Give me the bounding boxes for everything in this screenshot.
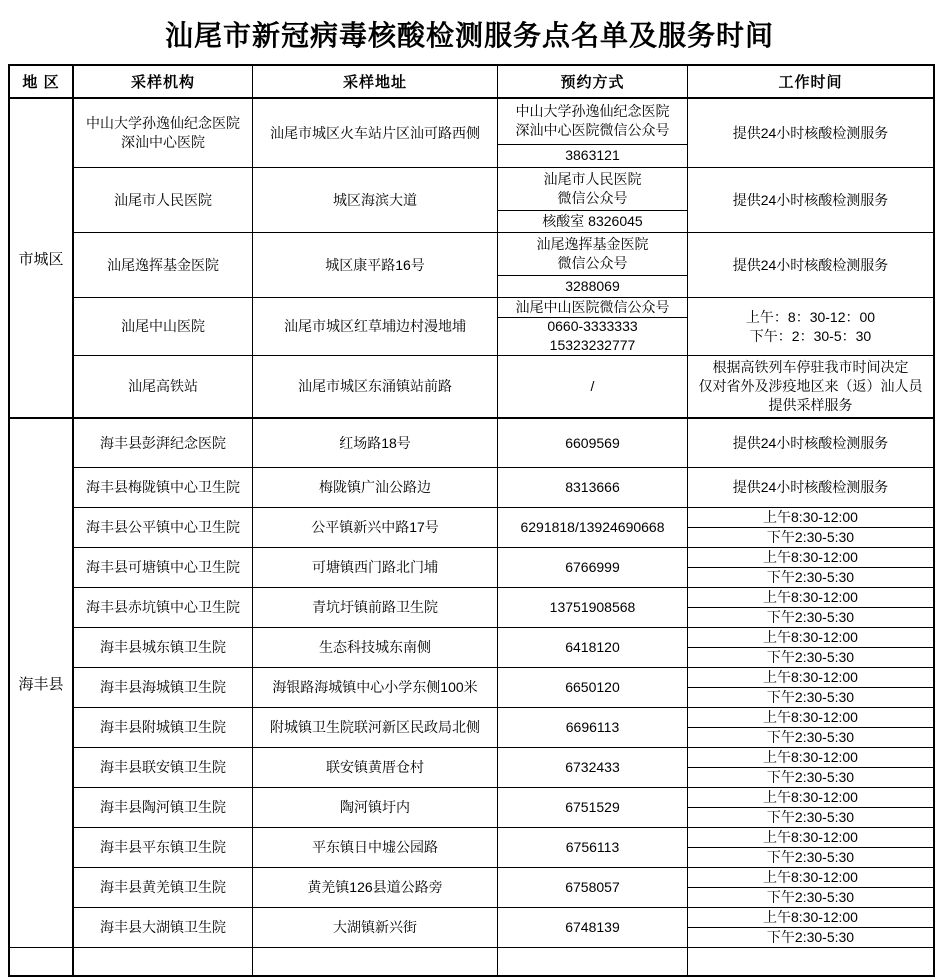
institution-cell (72, 547, 252, 587)
hours-cell (687, 907, 933, 947)
institution-cell (72, 867, 252, 907)
booking-text: 6751529 (565, 799, 620, 815)
booking-text: 8313666 (565, 479, 620, 495)
booking-cell (497, 587, 687, 627)
hours-cell (687, 627, 933, 667)
booking-text: 6696113 (565, 719, 620, 735)
hours-text: 上午8:30-12:00 (763, 869, 858, 885)
booking-text: 中山大学孙逸仙纪念医院 (515, 103, 670, 120)
hours-text: 上午8:30-12:00 (763, 789, 858, 805)
institution-cell (72, 587, 252, 627)
hours-text: 下午2:30-5:30 (766, 729, 855, 745)
address-text: 汕尾市城区火车站片区汕可路西侧 (270, 124, 480, 141)
hours-text: 上午8:30-12:00 (763, 829, 858, 845)
institution-cell (72, 627, 252, 667)
partial-row-cell (10, 947, 72, 975)
booking-cell-part (498, 317, 687, 355)
address-cell (252, 547, 497, 587)
institution-text: 汕尾高铁站 (128, 378, 198, 394)
hours-cell-part (688, 908, 933, 927)
address-cell (252, 907, 497, 947)
column-header-address: 采样地址 (252, 66, 497, 97)
hours-cell-part (688, 419, 933, 467)
booking-text: 汕尾逸挥基金医院 (536, 236, 649, 252)
partial-row-cell (252, 947, 497, 975)
hours-cell (687, 867, 933, 907)
address-text: 汕尾市城区红草埔边村漫地埔 (284, 318, 466, 334)
address-cell-part (253, 548, 497, 587)
hours-text: 上午8:30-12:00 (763, 669, 858, 685)
booking-cell (497, 417, 687, 467)
address-text: 海银路海城镇中心小学东侧100米 (272, 679, 478, 695)
column-header-hours: 工作时间 (687, 66, 933, 97)
hours-cell-part (688, 828, 933, 847)
address-cell-part (253, 99, 497, 167)
hours-text: 上午8:30-12:00 (763, 709, 858, 725)
institution-cell-part (74, 708, 252, 747)
booking-text: 6650120 (565, 679, 620, 695)
address-cell-part (253, 168, 497, 232)
address-cell-part (253, 668, 497, 707)
address-cell (252, 667, 497, 707)
address-cell-part (253, 588, 497, 627)
region-cell: 海丰县 (10, 417, 72, 947)
institution-cell-part (74, 828, 252, 867)
hours-cell-part (688, 668, 933, 687)
institution-text: 中山大学孙逸仙纪念医院 (86, 115, 240, 131)
address-text: 可塘镇西门路北门埔 (312, 559, 438, 575)
institution-cell-part (74, 356, 252, 417)
booking-text: 核酸室 8326045 (542, 213, 643, 229)
address-cell (252, 787, 497, 827)
hours-cell-part (688, 588, 933, 607)
address-cell (252, 627, 497, 667)
hours-cell-part (688, 567, 933, 587)
booking-text: 汕尾市人民医院 (543, 171, 642, 187)
address-cell-part (253, 419, 497, 467)
hours-text: 下午2:30-5:30 (766, 529, 855, 545)
institution-cell (72, 297, 252, 355)
institution-text: 海丰县附城镇卫生院 (100, 719, 226, 735)
institution-cell-part (74, 748, 252, 787)
institution-cell (72, 417, 252, 467)
hours-text: 下午2:30-5:30 (766, 889, 855, 905)
booking-cell-part (498, 99, 687, 144)
institution-cell (72, 747, 252, 787)
booking-cell (497, 97, 687, 167)
hours-cell (687, 417, 933, 467)
institution-cell-part (74, 508, 252, 547)
booking-text: 6732433 (565, 759, 620, 775)
hours-cell (687, 587, 933, 627)
institution-text: 海丰县陶河镇卫生院 (100, 799, 226, 815)
address-text: 黄羌镇126县道公路旁 (307, 879, 443, 895)
booking-cell-part (498, 908, 687, 947)
hours-cell (687, 355, 933, 417)
address-cell-part (253, 748, 497, 787)
hours-cell-part (688, 356, 933, 417)
hours-text: 提供24小时核酸检测服务 (732, 191, 889, 208)
hours-cell-part (688, 168, 933, 232)
hours-text: 提供24小时核酸检测服务 (732, 479, 889, 495)
booking-text: 3288069 (565, 278, 620, 294)
address-text: 梅陇镇广汕公路边 (319, 479, 431, 495)
institution-cell (72, 167, 252, 232)
booking-text: / (590, 378, 595, 394)
booking-cell-part (498, 668, 687, 707)
booking-cell-part (498, 788, 687, 827)
address-text: 平东镇日中墟公园路 (312, 839, 438, 855)
booking-text: 微信公众号 (557, 190, 628, 206)
booking-text: 6291818/13924690668 (520, 519, 665, 535)
institution-cell-part (74, 668, 252, 707)
institution-text: 海丰县可塘镇中心卫生院 (86, 559, 240, 575)
booking-text: 6758057 (565, 879, 620, 895)
address-cell-part (253, 468, 497, 507)
hours-text: 上午8:30-12:00 (763, 509, 858, 525)
booking-text: 6756113 (565, 839, 620, 855)
address-cell (252, 587, 497, 627)
hours-text: 根据高铁列车停驻我市时间决定 (712, 359, 909, 375)
address-cell (252, 417, 497, 467)
hours-cell-part (688, 687, 933, 707)
booking-text: 6748139 (565, 919, 620, 935)
booking-cell-part (498, 508, 687, 547)
hours-text: 提供采样服务 (768, 397, 853, 413)
institution-cell (72, 355, 252, 417)
address-cell-part (253, 233, 497, 297)
institution-text: 海丰县彭湃纪念医院 (100, 434, 226, 451)
address-cell (252, 707, 497, 747)
hours-text: 上午8:30-12:00 (763, 549, 858, 565)
booking-cell (497, 787, 687, 827)
address-cell-part (253, 908, 497, 947)
institution-cell-part (74, 588, 252, 627)
address-cell-part (253, 868, 497, 907)
address-cell-part (253, 708, 497, 747)
address-cell-part (253, 298, 497, 355)
column-header-booking: 预约方式 (497, 66, 687, 97)
hours-text: 下午2:30-5:30 (766, 849, 855, 865)
institution-text: 汕尾逸挥基金医院 (107, 256, 219, 273)
hours-cell-part (688, 548, 933, 567)
hours-cell-part (688, 508, 933, 527)
address-text: 大湖镇新兴街 (333, 919, 417, 935)
institution-text: 海丰县梅陇镇中心卫生院 (86, 479, 240, 495)
booking-cell-part (498, 233, 687, 275)
booking-text: 3863121 (565, 147, 620, 164)
booking-cell-part (498, 356, 687, 417)
hours-cell (687, 467, 933, 507)
hours-cell (687, 707, 933, 747)
address-cell (252, 297, 497, 355)
address-cell (252, 747, 497, 787)
hours-cell-part (688, 767, 933, 787)
partial-row-cell (72, 947, 252, 975)
booking-text: 6766999 (565, 559, 620, 575)
hours-cell-part (688, 607, 933, 627)
hours-cell-part (688, 628, 933, 647)
institution-cell (72, 97, 252, 167)
hours-cell-part (688, 807, 933, 827)
address-cell (252, 827, 497, 867)
booking-cell-part (498, 144, 687, 167)
hours-cell (687, 667, 933, 707)
booking-text: 13751908568 (549, 599, 636, 615)
hours-cell-part (688, 887, 933, 907)
institution-cell-part (74, 908, 252, 947)
booking-cell-part (498, 298, 687, 317)
booking-cell (497, 667, 687, 707)
address-text: 公平镇新兴中路17号 (311, 519, 439, 535)
testing-sites-table (8, 64, 935, 977)
institution-cell-part (74, 468, 252, 507)
booking-text: 6418120 (565, 639, 620, 655)
institution-text: 海丰县平东镇卫生院 (100, 839, 226, 855)
booking-text: 汕尾中山医院微信公众号 (515, 298, 670, 315)
hours-cell-part (688, 748, 933, 767)
institution-cell (72, 667, 252, 707)
booking-cell (497, 707, 687, 747)
hours-text: 提供24小时核酸检测服务 (732, 256, 889, 273)
booking-cell-part (498, 588, 687, 627)
hours-text: 下午2:30-5:30 (766, 769, 855, 785)
booking-text: 深汕中心医院微信公众号 (515, 122, 670, 139)
institution-cell-part (74, 298, 252, 355)
hours-cell (687, 232, 933, 297)
address-cell (252, 507, 497, 547)
booking-cell (497, 232, 687, 297)
institution-cell-part (74, 628, 252, 667)
booking-cell (497, 747, 687, 787)
institution-text: 海丰县赤坑镇中心卫生院 (86, 599, 240, 615)
hours-cell-part (688, 788, 933, 807)
column-header-region: 地 区 (22, 74, 60, 91)
institution-text: 海丰县大湖镇卫生院 (100, 919, 226, 935)
booking-cell-part (498, 468, 687, 507)
booking-cell-part (498, 708, 687, 747)
institution-text: 深汕中心医院 (121, 134, 205, 150)
institution-cell (72, 507, 252, 547)
hours-cell-part (688, 727, 933, 747)
booking-cell-part (498, 628, 687, 667)
booking-cell-part (498, 275, 687, 297)
address-cell-part (253, 788, 497, 827)
hours-text: 下午：2：30-5：30 (749, 327, 872, 344)
address-cell (252, 167, 497, 232)
institution-cell (72, 827, 252, 867)
hours-cell (687, 747, 933, 787)
booking-cell (497, 907, 687, 947)
address-text: 生态科技城东南侧 (319, 639, 431, 655)
hours-cell-part (688, 99, 933, 167)
institution-cell-part (74, 868, 252, 907)
address-text: 附城镇卫生院联河新区民政局北侧 (270, 719, 480, 735)
address-cell (252, 232, 497, 297)
hours-text: 上午8:30-12:00 (763, 749, 858, 765)
institution-cell-part (74, 548, 252, 587)
address-cell (252, 867, 497, 907)
hours-cell-part (688, 233, 933, 297)
institution-text: 海丰县城东镇卫生院 (100, 639, 226, 655)
institution-text: 汕尾中山医院 (121, 318, 205, 334)
hours-text: 提供24小时核酸检测服务 (732, 124, 889, 141)
hours-text: 下午2:30-5:30 (766, 649, 855, 665)
hours-text: 下午2:30-5:30 (766, 929, 855, 945)
address-text: 汕尾市城区东涌镇站前路 (298, 378, 452, 394)
address-text: 陶河镇圩内 (340, 799, 410, 815)
hours-cell (687, 297, 933, 355)
institution-cell-part (74, 233, 252, 297)
hours-cell (687, 787, 933, 827)
hours-cell-part (688, 298, 933, 355)
institution-cell-part (74, 419, 252, 467)
hours-cell (687, 827, 933, 867)
booking-text: 微信公众号 (557, 255, 628, 271)
booking-cell-part (498, 168, 687, 210)
hours-cell (687, 97, 933, 167)
booking-cell (497, 547, 687, 587)
hours-text: 下午2:30-5:30 (766, 809, 855, 825)
hours-cell-part (688, 527, 933, 547)
institution-cell (72, 707, 252, 747)
address-cell (252, 467, 497, 507)
booking-cell-part (498, 868, 687, 907)
partial-row-cell (497, 947, 687, 975)
hours-cell-part (688, 708, 933, 727)
address-cell-part (253, 628, 497, 667)
booking-cell-part (498, 548, 687, 587)
address-cell-part (253, 828, 497, 867)
institution-text: 海丰县公平镇中心卫生院 (86, 519, 240, 535)
hours-cell-part (688, 868, 933, 887)
address-cell-part (253, 356, 497, 417)
booking-cell-part (498, 419, 687, 467)
hours-text: 下午2:30-5:30 (766, 689, 855, 705)
booking-cell (497, 355, 687, 417)
booking-cell (497, 867, 687, 907)
booking-cell (497, 467, 687, 507)
address-text: 联安镇黄厝仓村 (326, 759, 424, 775)
address-text: 青坑圩镇前路卫生院 (312, 599, 438, 615)
booking-cell-part (498, 828, 687, 867)
hours-text: 仅对省外及涉疫地区来（返）汕人员 (698, 378, 923, 394)
booking-cell-part (498, 748, 687, 787)
hours-text: 上午8:30-12:00 (763, 909, 858, 925)
region-cell: 市城区 (10, 97, 72, 417)
booking-cell (497, 167, 687, 232)
address-text: 城区康平路16号 (325, 256, 425, 273)
hours-cell-part (688, 468, 933, 507)
institution-cell-part (74, 788, 252, 827)
hours-text: 下午2:30-5:30 (766, 609, 855, 625)
address-text: 城区海滨大道 (333, 191, 417, 208)
booking-text: 15323232777 (549, 337, 636, 354)
institution-cell (72, 232, 252, 297)
hours-text: 提供24小时核酸检测服务 (732, 434, 889, 451)
institution-cell-part (74, 168, 252, 232)
booking-cell-part (498, 210, 687, 232)
column-header-institution: 采样机构 (72, 66, 252, 97)
hours-cell (687, 507, 933, 547)
address-text: 红场路18号 (339, 434, 411, 451)
institution-cell (72, 787, 252, 827)
institution-cell (72, 467, 252, 507)
address-cell (252, 355, 497, 417)
booking-cell (497, 827, 687, 867)
hours-text: 下午2:30-5:30 (766, 569, 855, 585)
institution-text: 海丰县联安镇卫生院 (100, 759, 226, 775)
hours-cell-part (688, 647, 933, 667)
partial-row-cell (687, 947, 933, 975)
booking-cell (497, 297, 687, 355)
booking-cell (497, 627, 687, 667)
institution-cell-part (74, 99, 252, 167)
hours-cell (687, 167, 933, 232)
hours-text: 上午8:30-12:00 (763, 629, 858, 645)
booking-cell (497, 507, 687, 547)
hours-cell-part (688, 847, 933, 867)
page-title: 汕尾市新冠病毒核酸检测服务点名单及服务时间 (164, 20, 774, 51)
booking-text: 6609569 (565, 434, 620, 451)
institution-text: 海丰县黄羌镇卫生院 (100, 879, 226, 895)
hours-text: 上午8:30-12:00 (763, 589, 858, 605)
institution-text: 汕尾市人民医院 (114, 191, 212, 208)
address-cell (252, 97, 497, 167)
hours-cell-part (688, 927, 933, 947)
hours-text: 上午：8：30-12：00 (745, 308, 876, 325)
address-cell-part (253, 508, 497, 547)
institution-text: 海丰县海城镇卫生院 (100, 679, 226, 695)
booking-text: 0660-3333333 (547, 318, 638, 335)
institution-cell (72, 907, 252, 947)
hours-cell (687, 547, 933, 587)
